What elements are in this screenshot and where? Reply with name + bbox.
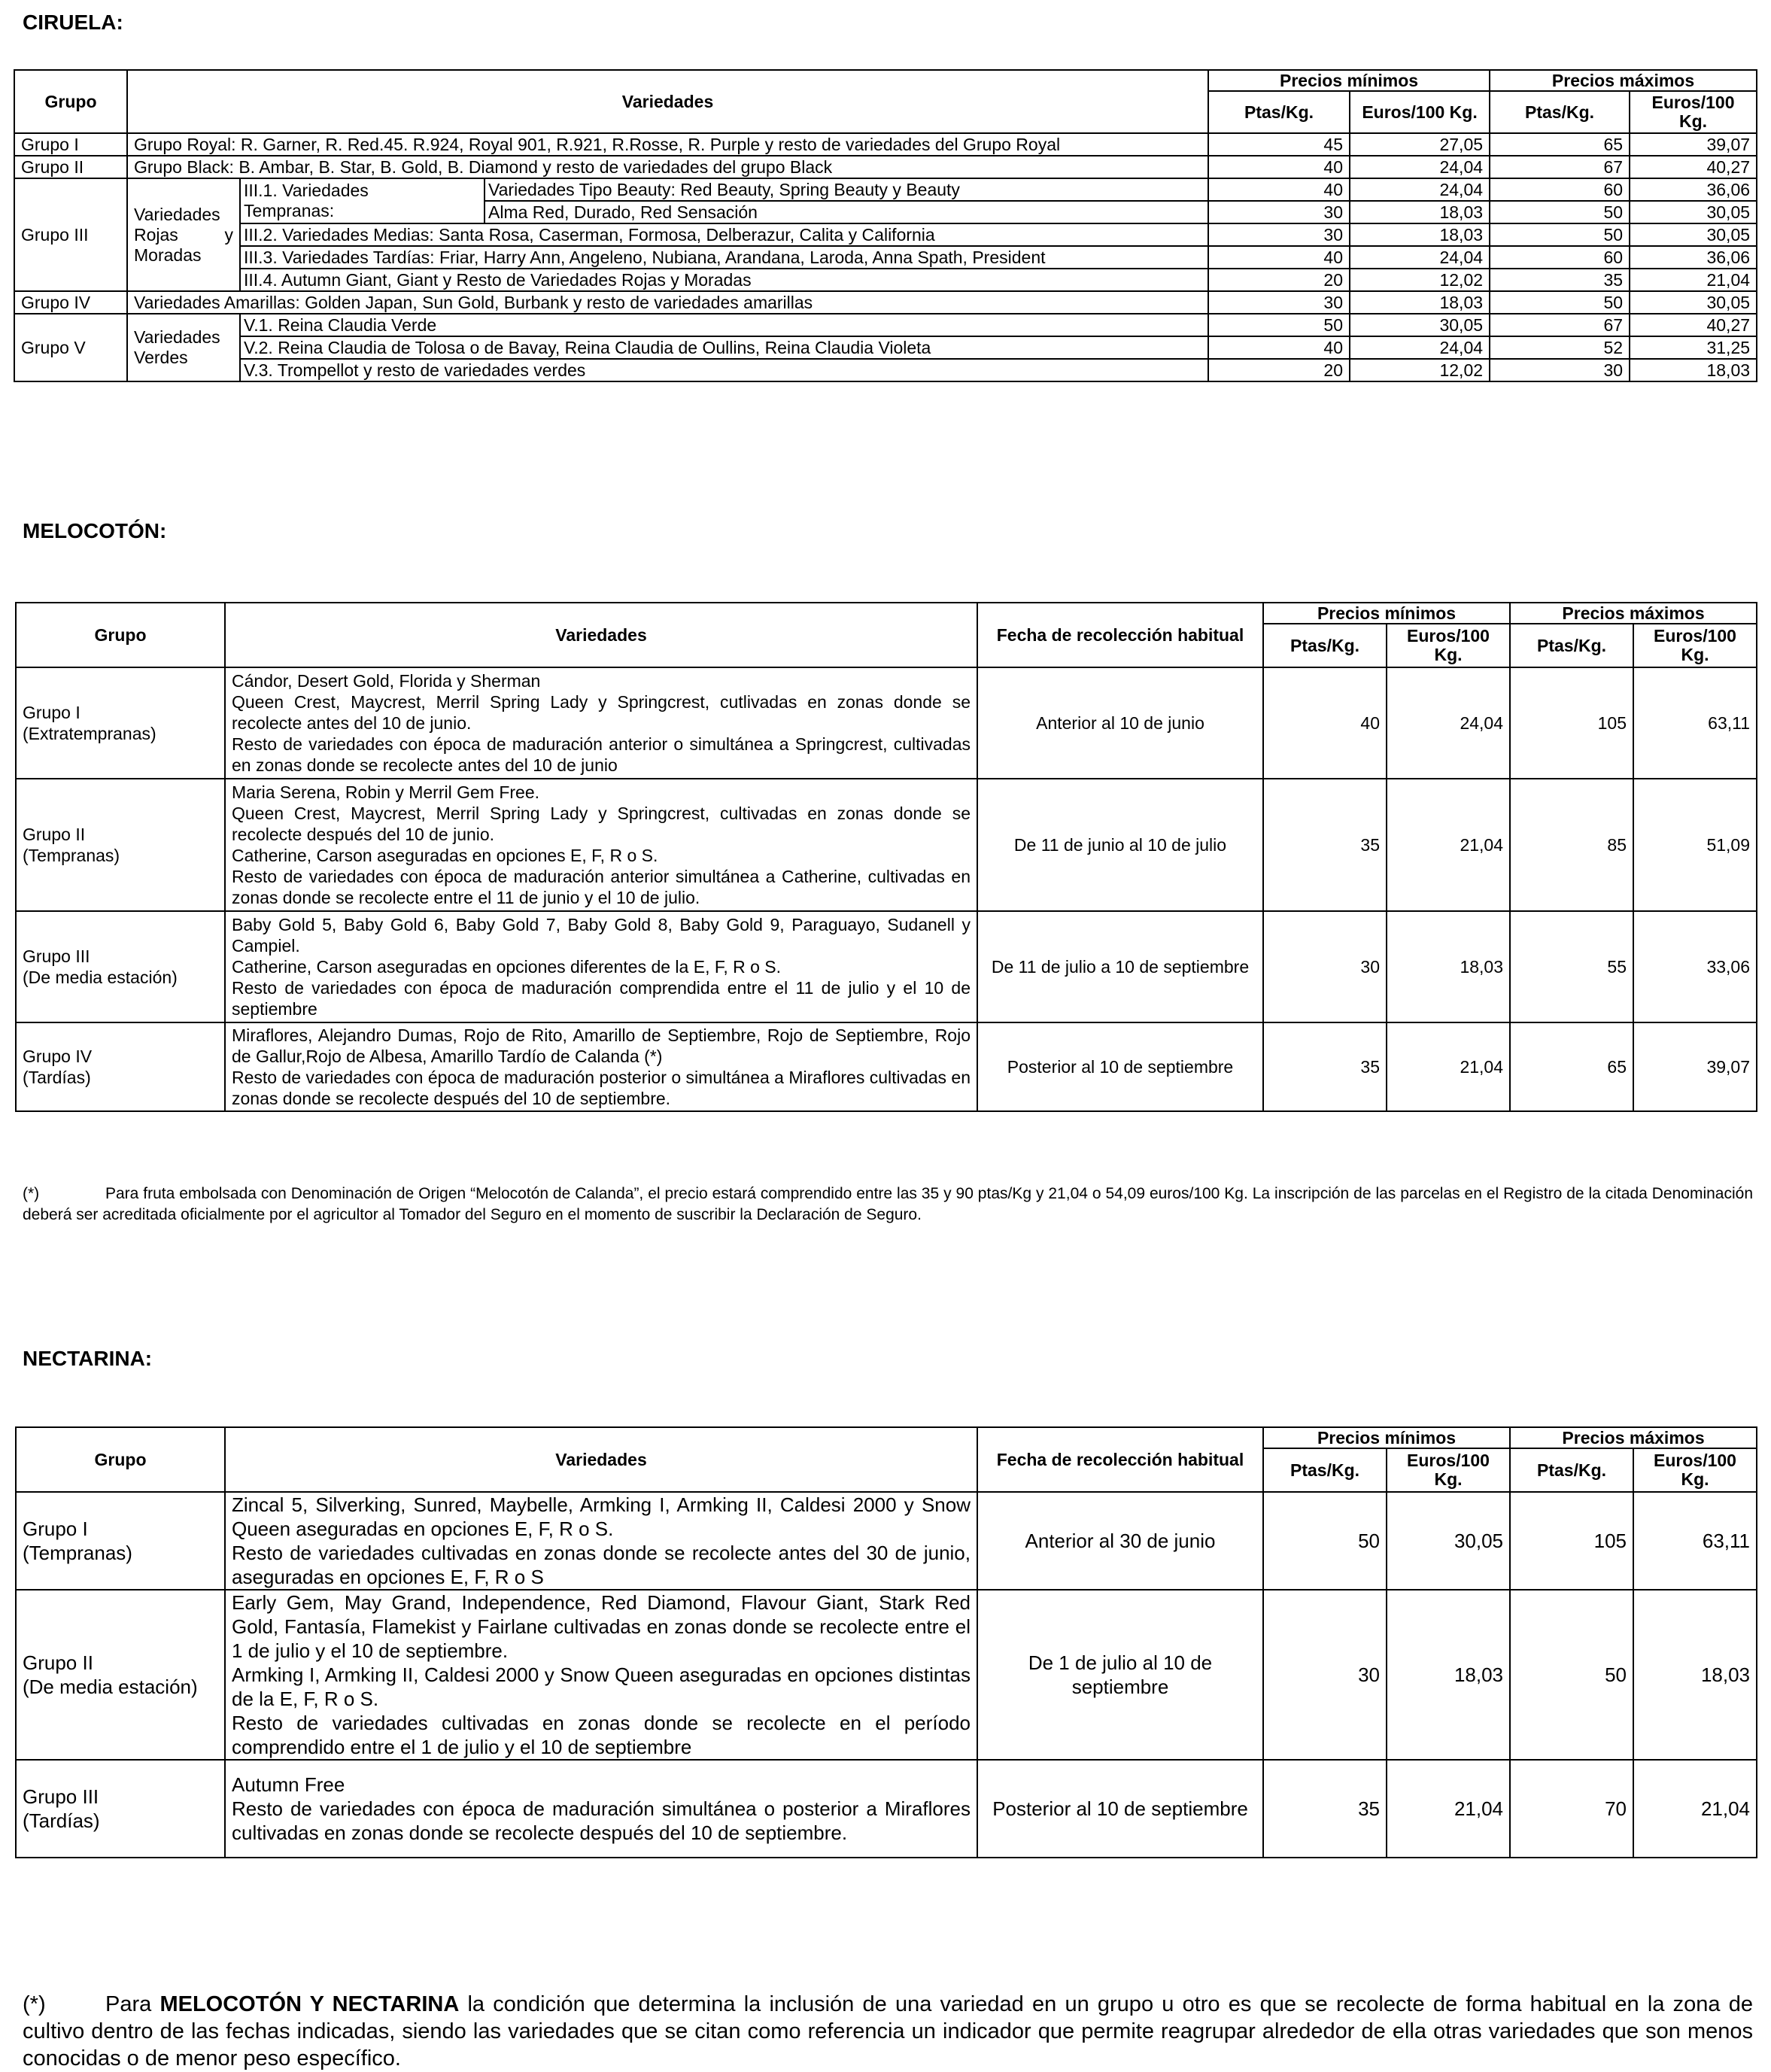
subgrupo-label: Variedades [134, 204, 220, 224]
variedad-line: Resto de variedades con época de maduración anterior simultánea a Catherine, cultivadas en zonas donde se recolecte entre el 11 de junio y el 10 de julio. [232, 867, 971, 907]
min-euros-cell: 30,05 [1350, 314, 1490, 336]
grupo-cell [16, 1760, 225, 1858]
footnote-lead: Para [105, 1992, 152, 2016]
max-euros-cell: 30,05 [1630, 201, 1757, 223]
variedades-cell [225, 911, 977, 1022]
min-ptas-cell: 30 [1263, 1590, 1387, 1760]
subgrupo-cell [127, 178, 240, 291]
min-ptas-cell: 35 [1263, 1760, 1387, 1858]
min-ptas-cell: 20 [1208, 359, 1350, 381]
sub1-label: Tempranas: [244, 201, 335, 220]
min-euros-cell: 24,04 [1350, 246, 1490, 269]
variedades-cell: III.3. Variedades Tardías: Friar, Harry Ann, Angeleno, Nubiana, Arandana, Laroda, Anna Spath, President [240, 246, 1208, 269]
max-ptas-cell: 30 [1490, 359, 1630, 381]
header-fecha: Fecha de recolección habitual [977, 1427, 1263, 1492]
grupo-label: Grupo III [23, 1785, 99, 1808]
variedad-line: Miraflores, Alejandro Dumas, Rojo de Rito, Amarillo de Septiembre, Rojo de Septiembre, Rojo de Gallur,Rojo de Albesa, Amarillo Tardío de Calanda (*) [232, 1025, 971, 1066]
table-row [14, 156, 1757, 178]
fecha-cell: De 11 de junio al 10 de julio [977, 779, 1263, 911]
min-ptas-cell: 30 [1263, 911, 1387, 1022]
min-euros-cell: 27,05 [1350, 133, 1490, 156]
grupo-label: (Tardías) [23, 1809, 100, 1832]
footnote-text: la condición que determina la inclusión de una variedad en un grupo u otro es que se recolecte de forma habitual en la zona de cultivo dentro de las fechas indicadas, siendo las variedades que se citan como referencia un indicador que permite reagrupar alrededor de ella otras variedades que son menos conocidas o de menor peso específico. [23, 1992, 1753, 2070]
grupo-label: (Extratempranas) [23, 724, 156, 743]
grupo-label: (Tempranas) [23, 1542, 132, 1564]
max-euros-cell: 21,04 [1633, 1760, 1757, 1858]
table-row [16, 779, 1757, 911]
max-ptas-cell: 50 [1490, 223, 1630, 246]
ciruela-title: CIRUELA: [23, 11, 123, 34]
variedad-line: Queen Crest, Maycrest, Merril Spring Lady y Springcrest, cutlivadas en zonas donde se recolecte antes del 10 de junio. [232, 692, 971, 733]
min-ptas-cell: 50 [1208, 314, 1350, 336]
max-euros-cell: 40,27 [1630, 314, 1757, 336]
variedad-line: Baby Gold 5, Baby Gold 6, Baby Gold 7, Baby Gold 8, Baby Gold 9, Paraguayo, Sudanell y Campiel. [232, 915, 971, 955]
min-ptas-cell: 30 [1208, 201, 1350, 223]
max-euros-cell: 51,09 [1633, 779, 1757, 911]
header-precios-maximos: Precios máximos [1490, 70, 1757, 91]
fecha-cell: De 1 de julio al 10 de septiembre [977, 1590, 1263, 1760]
max-euros-cell: 33,06 [1633, 911, 1757, 1022]
table-row [14, 246, 1757, 269]
subgrupo-label: Moradas [134, 245, 202, 265]
max-euros-cell: 39,07 [1633, 1022, 1757, 1111]
sub1-label-cell [240, 178, 485, 223]
variedades-cell: III.4. Autumn Giant, Giant y Resto de Variedades Rojas y Moradas [240, 269, 1208, 291]
min-euros-cell: 24,04 [1350, 156, 1490, 178]
table-row [14, 291, 1757, 314]
footnote-marker: (*) [23, 1992, 46, 2016]
ciruela-table [14, 69, 1757, 382]
min-euros-cell: 18,03 [1350, 201, 1490, 223]
min-ptas-cell: 40 [1208, 246, 1350, 269]
variedades-cell: V.3. Trompellot y resto de variedades verdes [240, 359, 1208, 381]
max-ptas-cell: 67 [1490, 156, 1630, 178]
grupo-cell [16, 1590, 225, 1760]
footnote-text: Para fruta embolsada con Denominación de Origen “Melocotón de Calanda”, el precio estará comprendido entre las 35 y 90 ptas/Kg y 21,04 o 54,09 euros/100 Kg. La inscripción de las parcelas en el Registro de la citada Denominación deberá ser acreditada oficialmente por el agricultor al Tomador del Seguro en el momento de suscribir la Declaración de Seguro. [23, 1185, 1753, 1223]
min-ptas-cell: 45 [1208, 133, 1350, 156]
header-fecha: Fecha de recolección habitual [977, 603, 1263, 667]
variedades-cell: Variedades Tipo Beauty: Red Beauty, Spring Beauty y Beauty [485, 178, 1208, 201]
grupo-label: (Tardías) [23, 1068, 91, 1087]
variedades-cell [225, 1492, 977, 1590]
grupo-cell: Grupo II [14, 156, 127, 178]
header-max-ptas: Ptas/Kg. [1510, 1448, 1633, 1492]
grupo-label: Grupo III [23, 946, 90, 966]
min-euros-cell: 21,04 [1387, 779, 1510, 911]
variedad-line: Resto de variedades cultivadas en zonas donde se recolecte en el período comprendido entre el 1 de julio y el 10 de septiembre [232, 1712, 971, 1758]
min-euros-cell: 24,04 [1350, 178, 1490, 201]
max-ptas-cell: 105 [1510, 667, 1633, 779]
variedades-cell [225, 1022, 977, 1111]
grupo-cell: Grupo V [14, 314, 127, 381]
variedad-line: Maria Serena, Robin y Merril Gem Free. [232, 782, 540, 802]
subgrupo-label: Verdes [134, 348, 188, 367]
table-row [14, 314, 1757, 336]
min-euros-cell: 24,04 [1350, 336, 1490, 359]
table-row [16, 1590, 1757, 1760]
max-ptas-cell: 105 [1510, 1492, 1633, 1590]
header-grupo: Grupo [16, 1427, 225, 1492]
header-max-ptas: Ptas/Kg. [1490, 91, 1630, 133]
min-ptas-cell: 30 [1208, 291, 1350, 314]
variedades-cell: Grupo Royal: R. Garner, R. Red.45. R.924, Royal 901, R.921, R.Rosse, R. Purple y resto de variedades del Grupo Royal [127, 133, 1208, 156]
table-row [14, 178, 1757, 201]
footnote-bold: MELOCOTÓN Y NECTARINA [159, 1992, 460, 2016]
sub1-label: III.1. Variedades [244, 181, 369, 200]
melocoton-footnote [23, 1183, 1753, 1226]
variedades-cell: III.2. Variedades Medias: Santa Rosa, Caserman, Formosa, Delberazur, Calita y California [240, 223, 1208, 246]
subgrupo-label: Rojas [134, 224, 178, 245]
min-ptas-cell: 30 [1208, 223, 1350, 246]
header-variedades: Variedades [225, 603, 977, 667]
variedad-line: Zincal 5, Silverking, Sunred, Maybelle, Armking I, Armking II, Caldesi 2000 y Snow Queen aseguradas en opciones E, F, R o S. [232, 1493, 971, 1540]
variedad-line: Early Gem, May Grand, Independence, Red Diamond, Flavour Giant, Stark Red Gold, Fantasía, Flamekist y Fairlane cultivadas en zonas donde se recolecte entre el 1 de julio y el 10 de septiembre. [232, 1591, 971, 1662]
max-euros-cell: 18,03 [1630, 359, 1757, 381]
header-max-euros: Euros/100 Kg. [1633, 624, 1757, 667]
max-ptas-cell: 60 [1490, 246, 1630, 269]
fecha-cell: Anterior al 30 de junio [977, 1492, 1263, 1590]
min-euros-cell: 18,03 [1350, 223, 1490, 246]
min-ptas-cell: 40 [1208, 336, 1350, 359]
subgrupo-label: y [224, 224, 233, 245]
max-euros-cell: 31,25 [1630, 336, 1757, 359]
max-ptas-cell: 52 [1490, 336, 1630, 359]
variedad-line: Catherine, Carson aseguradas en opciones diferentes de la E, F, R o S. [232, 957, 782, 977]
max-euros-cell: 63,11 [1633, 667, 1757, 779]
fecha-cell: De 11 de julio a 10 de septiembre [977, 911, 1263, 1022]
max-euros-cell: 36,06 [1630, 246, 1757, 269]
nectarina-title: NECTARINA: [23, 1347, 153, 1370]
header-variedades: Variedades [127, 70, 1208, 133]
min-euros-cell: 18,03 [1387, 911, 1510, 1022]
header-grupo: Grupo [16, 603, 225, 667]
max-euros-cell: 30,05 [1630, 291, 1757, 314]
min-ptas-cell: 40 [1263, 667, 1387, 779]
min-euros-cell: 18,03 [1350, 291, 1490, 314]
table-row [16, 667, 1757, 779]
table-row [16, 1022, 1757, 1111]
variedades-cell: Grupo Black: B. Ambar, B. Star, B. Gold, B. Diamond y resto de variedades del grupo Black [127, 156, 1208, 178]
variedades-cell: Variedades Amarillas: Golden Japan, Sun Gold, Burbank y resto de variedades amarillas [127, 291, 1208, 314]
max-ptas-cell: 35 [1490, 269, 1630, 291]
min-euros-cell: 12,02 [1350, 269, 1490, 291]
variedad-line: Resto de variedades cultivadas en zonas donde se recolecte antes del 30 de junio, aseguradas en opciones E, F, R o S [232, 1542, 971, 1588]
grupo-cell [16, 667, 225, 779]
table-row [14, 359, 1757, 381]
header-max-ptas: Ptas/Kg. [1510, 624, 1633, 667]
final-footnote [23, 1991, 1753, 2072]
max-ptas-cell: 65 [1490, 133, 1630, 156]
header-min-euros: Euros/100 Kg. [1387, 624, 1510, 667]
header-variedades: Variedades [225, 1427, 977, 1492]
max-euros-cell: 39,07 [1630, 133, 1757, 156]
grupo-cell [16, 911, 225, 1022]
header-precios-maximos: Precios máximos [1510, 603, 1757, 624]
variedad-line: Resto de variedades con época de maduración comprendida entre el 11 de julio y el 10 de septiembre [232, 978, 971, 1019]
variedad-line: Armking I, Armking II, Caldesi 2000 y Snow Queen aseguradas en opciones distintas de la E, F, R o S. [232, 1663, 971, 1710]
max-ptas-cell: 50 [1510, 1590, 1633, 1760]
header-min-ptas: Ptas/Kg. [1263, 624, 1387, 667]
variedades-cell [225, 1590, 977, 1760]
grupo-label: Grupo IV [23, 1047, 93, 1066]
table-row [14, 269, 1757, 291]
max-ptas-cell: 50 [1490, 291, 1630, 314]
header-min-ptas: Ptas/Kg. [1263, 1448, 1387, 1492]
grupo-cell: Grupo IV [14, 291, 127, 314]
table-row [16, 911, 1757, 1022]
max-euros-cell: 30,05 [1630, 223, 1757, 246]
min-ptas-cell: 50 [1263, 1492, 1387, 1590]
variedad-line: Catherine, Carson aseguradas en opciones E, F, R o S. [232, 846, 658, 865]
min-euros-cell: 24,04 [1387, 667, 1510, 779]
variedades-cell: Alma Red, Durado, Red Sensación [485, 201, 1208, 223]
variedad-line: Autumn Free [232, 1773, 345, 1796]
grupo-label: (Tempranas) [23, 846, 120, 865]
grupo-cell [16, 1022, 225, 1111]
min-euros-cell: 18,03 [1387, 1590, 1510, 1760]
header-grupo: Grupo [14, 70, 127, 133]
grupo-cell [16, 1492, 225, 1590]
footnote-marker: (*) [23, 1185, 40, 1202]
min-ptas-cell: 35 [1263, 779, 1387, 911]
grupo-label: (De media estación) [23, 968, 178, 987]
min-euros-cell: 21,04 [1387, 1760, 1510, 1858]
table-row [16, 1492, 1757, 1590]
nectarina-table [15, 1426, 1757, 1858]
max-ptas-cell: 60 [1490, 178, 1630, 201]
variedades-cell [225, 667, 977, 779]
melocoton-title: MELOCOTÓN: [23, 519, 167, 542]
max-ptas-cell: 65 [1510, 1022, 1633, 1111]
header-precios-minimos: Precios mínimos [1263, 1427, 1510, 1448]
variedad-line: Cándor, Desert Gold, Florida y Sherman [232, 671, 541, 691]
header-precios-minimos: Precios mínimos [1263, 603, 1510, 624]
max-euros-cell: 36,06 [1630, 178, 1757, 201]
header-max-euros: Euros/100 Kg. [1633, 1448, 1757, 1492]
min-ptas-cell: 40 [1208, 178, 1350, 201]
melocoton-table [15, 602, 1757, 1112]
fecha-cell: Posterior al 10 de septiembre [977, 1760, 1263, 1858]
min-euros-cell: 21,04 [1387, 1022, 1510, 1111]
variedad-line: Resto de variedades con época de maduración posterior o simultánea a Miraflores cultivadas en zonas donde se recolecte después del 10 de septiembre. [232, 1068, 971, 1108]
header-precios-maximos: Precios máximos [1510, 1427, 1757, 1448]
min-ptas-cell: 35 [1263, 1022, 1387, 1111]
variedades-cell [225, 779, 977, 911]
grupo-label: (De media estación) [23, 1676, 198, 1698]
header-min-euros: Euros/100 Kg. [1350, 91, 1490, 133]
table-row [14, 223, 1757, 246]
grupo-label: Grupo I [23, 703, 80, 722]
variedades-cell: V.1. Reina Claudia Verde [240, 314, 1208, 336]
table-row [14, 336, 1757, 359]
header-max-euros: Euros/100 Kg. [1630, 91, 1757, 133]
table-row [14, 133, 1757, 156]
variedad-line: Resto de variedades con época de maduración simultánea o posterior a Miraflores cultivadas en zonas donde se recolecte después del 10 de septiembre. [232, 1797, 971, 1844]
min-euros-cell: 30,05 [1387, 1492, 1510, 1590]
max-ptas-cell: 67 [1490, 314, 1630, 336]
max-euros-cell: 18,03 [1633, 1590, 1757, 1760]
variedades-cell: V.2. Reina Claudia de Tolosa o de Bavay, Reina Claudia de Oullins, Reina Claudia Violeta [240, 336, 1208, 359]
min-ptas-cell: 40 [1208, 156, 1350, 178]
grupo-cell [16, 779, 225, 911]
max-ptas-cell: 50 [1490, 201, 1630, 223]
max-euros-cell: 63,11 [1633, 1492, 1757, 1590]
variedades-cell [225, 1760, 977, 1858]
header-min-ptas: Ptas/Kg. [1208, 91, 1350, 133]
subgrupo-cell [127, 314, 240, 381]
max-euros-cell: 40,27 [1630, 156, 1757, 178]
max-ptas-cell: 70 [1510, 1760, 1633, 1858]
subgrupo-label: Variedades [134, 327, 220, 347]
grupo-label: Grupo II [23, 1651, 93, 1674]
fecha-cell: Posterior al 10 de septiembre [977, 1022, 1263, 1111]
variedad-line: Resto de variedades con época de maduración anterior o simultánea a Springcrest, cultivadas en zonas donde se recolecte antes del 10 de junio [232, 734, 971, 775]
grupo-label: Grupo II [23, 825, 86, 844]
header-min-euros: Euros/100 Kg. [1387, 1448, 1510, 1492]
min-euros-cell: 12,02 [1350, 359, 1490, 381]
variedad-line: Queen Crest, Maycrest, Merril Spring Lady y Springcrest, cultivadas en zonas donde se recolecte después del 10 de junio. [232, 804, 971, 844]
max-ptas-cell: 85 [1510, 779, 1633, 911]
header-precios-minimos: Precios mínimos [1208, 70, 1490, 91]
min-ptas-cell: 20 [1208, 269, 1350, 291]
grupo-cell: Grupo III [14, 178, 127, 291]
max-ptas-cell: 55 [1510, 911, 1633, 1022]
max-euros-cell: 21,04 [1630, 269, 1757, 291]
grupo-cell: Grupo I [14, 133, 127, 156]
fecha-cell: Anterior al 10 de junio [977, 667, 1263, 779]
table-row [16, 1760, 1757, 1858]
grupo-label: Grupo I [23, 1518, 88, 1540]
